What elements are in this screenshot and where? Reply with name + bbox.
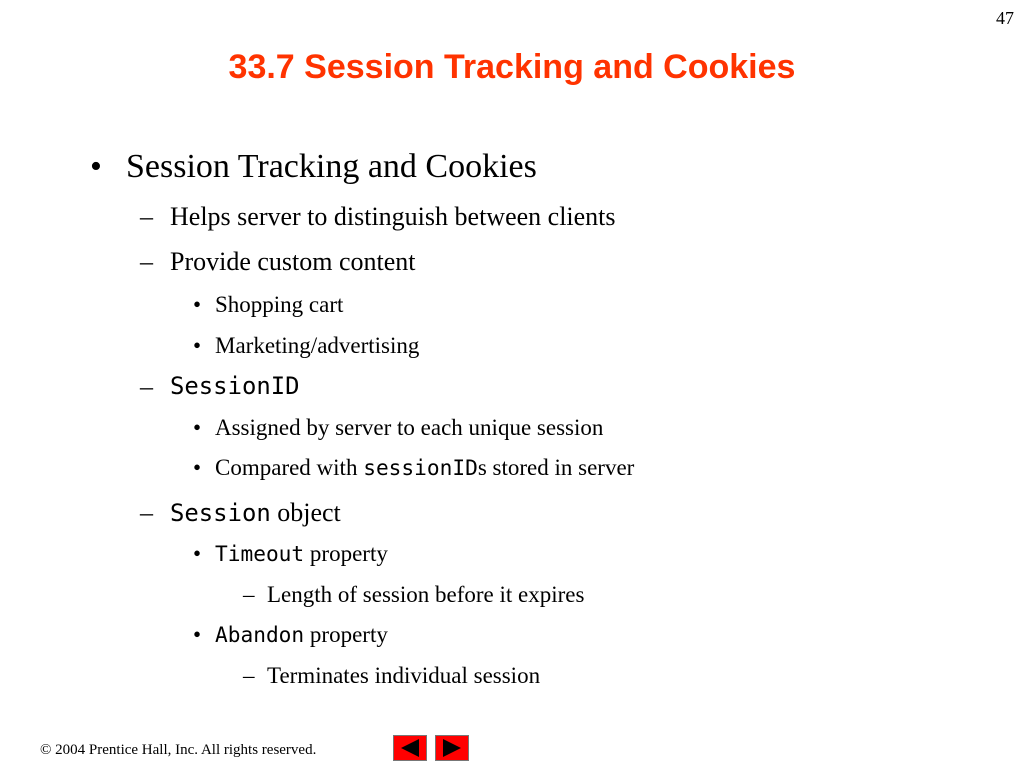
bullet-marker: • (193, 541, 202, 566)
bullet-text: object (270, 498, 341, 527)
copyright-symbol: © (40, 742, 52, 758)
bullet-marker: • (193, 415, 202, 440)
bullet-text: Assigned by server to each unique session (215, 415, 604, 440)
code-text: sessionID (363, 455, 478, 480)
bullet-text: Shopping cart (215, 292, 344, 317)
right-arrow-icon (436, 736, 468, 760)
bullet-text: Marketing/advertising (215, 333, 420, 358)
bullet-text-group (215, 541, 388, 567)
bullet-text-group (170, 498, 341, 528)
bullet-text: Provide custom content (170, 247, 416, 276)
bullet-marker: • (193, 292, 202, 317)
copyright-text: 2004 Prentice Hall, Inc. All rights reserved. (51, 742, 317, 758)
bullet-text: s stored in server (477, 455, 635, 480)
bullet-text: Session Tracking and Cookies (126, 148, 537, 185)
code-text: Abandon (215, 622, 305, 647)
bullet-text: Helps server to distinguish between clients (170, 202, 616, 231)
dash-marker: – (140, 372, 153, 401)
dash-marker: – (243, 663, 255, 688)
bullet-text-group (215, 622, 388, 648)
slide-title: 33.7 Session Tracking and Cookies (228, 48, 796, 86)
bullet-text: property (304, 541, 388, 566)
bullet-text: property (304, 622, 388, 647)
left-arrow-icon (394, 736, 426, 760)
bullet-marker: • (193, 333, 202, 358)
dash-marker: – (140, 202, 153, 231)
bullet-text: SessionID (170, 372, 300, 400)
previous-slide-button[interactable] (393, 735, 427, 761)
dash-marker: – (243, 582, 255, 607)
bullet-marker: • (90, 148, 102, 185)
bullet-text: Terminates individual session (267, 663, 541, 688)
code-text: Timeout (215, 541, 305, 566)
dash-marker: – (140, 247, 153, 276)
bullet-marker: • (193, 622, 202, 647)
bullet-marker: • (193, 455, 202, 480)
bullet-text: Length of session before it expires (267, 582, 585, 607)
copyright-footer (40, 742, 316, 759)
dash-marker: – (140, 498, 153, 527)
bullet-text-group (215, 455, 634, 481)
code-text: Session (170, 499, 271, 527)
bullet-text: Compared with (215, 455, 364, 480)
page-number: 47 (996, 8, 1014, 28)
next-slide-button[interactable] (435, 735, 469, 761)
